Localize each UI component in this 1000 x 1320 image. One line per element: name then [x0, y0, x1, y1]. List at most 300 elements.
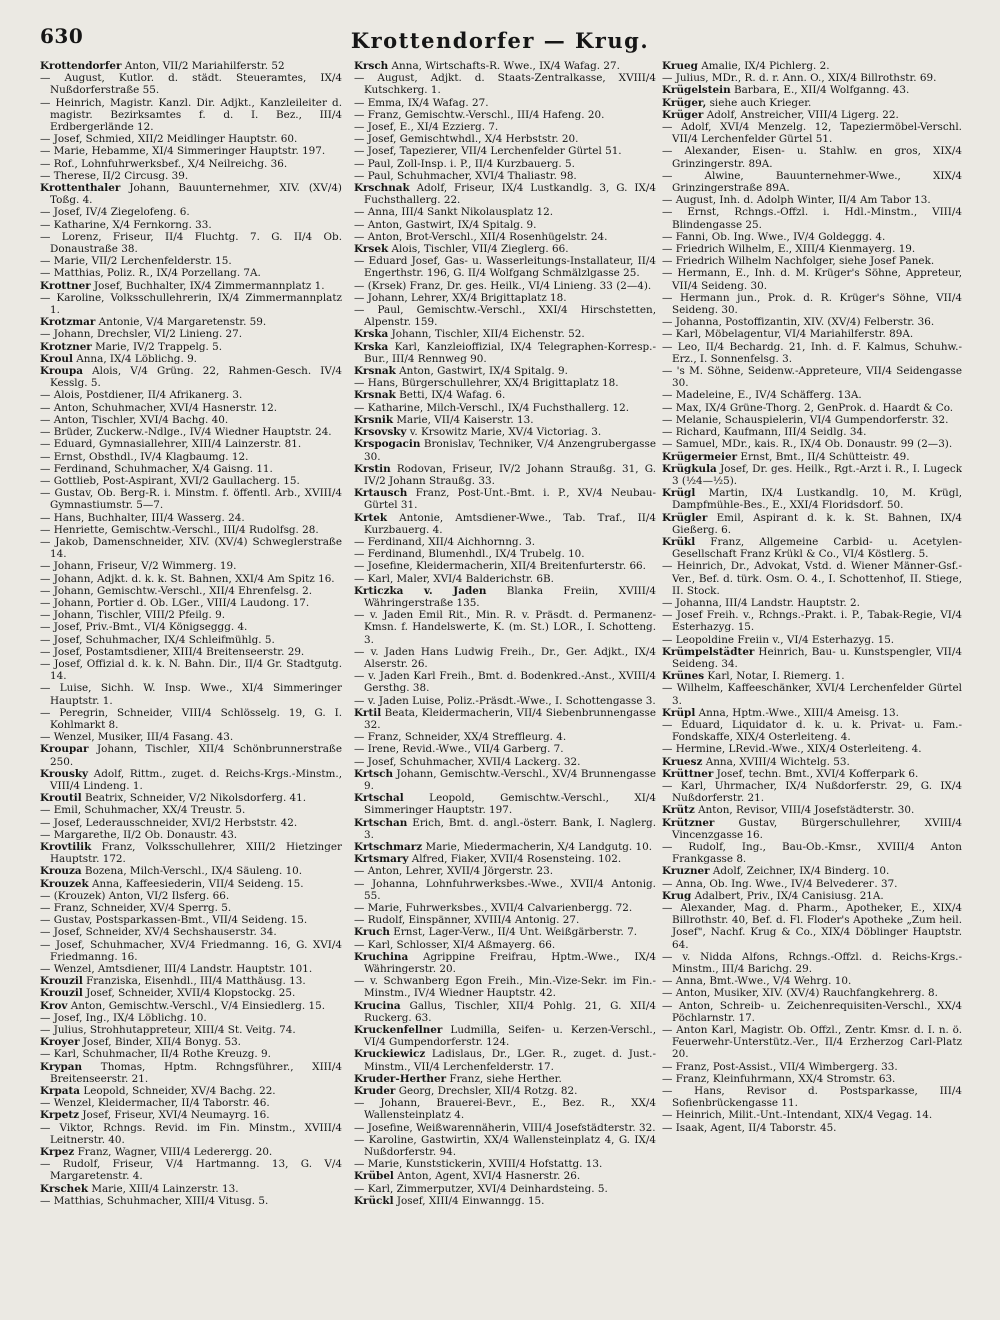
directory-entry: [354, 487, 656, 511]
entry-text: — Eduard Josef, Gas- u. Wasserleitungs-Installateur, II/4 Engerthstr. 196, G. II/4 Wolfgang Schmälzlgasse 25.: [354, 255, 656, 280]
directory-entry: [40, 426, 342, 438]
directory-entry: [354, 1097, 656, 1121]
entry-text: — Luise, Sichh. W. Insp. Wwe., XI/4 Simmeringer Hauptstr. 1.: [40, 682, 342, 707]
entry-text: — Hans, Bürgerschullehrer, XX/4 Brigittaplatz 18.: [354, 377, 619, 390]
entry-text: — Karoline, Gastwirtin, XX/4 Wallensteinplatz 4, G. IX/4 Nußdorferstr. 94.: [354, 1133, 656, 1159]
entry-text: — Ernst, Rchngs.-Offzl. i. Hdl.-Minstm., VIII/4 Blindengasse 25.: [662, 206, 962, 231]
entry-text: — v. Schwanberg Egon Freih., Min.-Vize-Sekr. im Fin.-Minstm., IV/4 Wiedner Hauptstr. 42.: [354, 975, 656, 1000]
entry-text: — Johann, Brauerei-Bevr., E., Bez. R., XX/4 Wallensteinplatz 4.: [354, 1097, 656, 1122]
entry-text: — Wenzel, Kleidermacher, II/4 Taborstr. 46.: [40, 1097, 270, 1110]
entry-surname: Kruzner: [662, 865, 710, 878]
entry-text: Franz, siehe Herther.: [446, 1072, 562, 1085]
entry-text: — Max, IX/4 Grüne-Thorg. 2, GenProk. d. Haardt & Co.: [662, 401, 954, 414]
entry-text: — Matthias, Schuhmacher, XIII/4 Vitusg. 5.: [40, 1194, 269, 1207]
entry-surname: Krügl: [662, 487, 696, 500]
entry-surname: Kruch: [354, 926, 390, 939]
entry-text: Marie, Miedermacherin, X/4 Landgutg. 10.: [422, 841, 653, 853]
entry-text: — Viktor, Rchngs. Revid. im Fin. Minstm., XVIII/4 Leitnerstr. 40.: [40, 1121, 342, 1146]
entry-surname: Kruckenfellner: [354, 1024, 443, 1037]
directory-entry: [40, 975, 342, 987]
entry-surname: Krstin: [354, 462, 391, 475]
directory-entry: [354, 292, 656, 304]
directory-entry: [354, 243, 656, 255]
entry-text: — Anton, Tischler, XVI/4 Bachg. 40.: [40, 413, 229, 426]
entry-text: Marie, VII/4 Kaiserstr. 13.: [393, 413, 534, 426]
entry-text: Gallus, Tischler, XII/4 Pohlg. 21, G. XII/4 Ruckerg. 63.: [364, 999, 656, 1024]
entry-text: Franz, Post-Unt.-Bmt. i. P., XV/4 Neubau-Gürtel 31.: [364, 487, 656, 512]
directory-entry: [662, 597, 962, 609]
entry-surname: Krouzil: [40, 987, 83, 1000]
directory-entry: [662, 170, 962, 194]
entry-surname: Krügelstein: [662, 84, 731, 97]
entry-text: — Johann, Gemischtw.-Verschl., XII/4 Ehrenfelsg. 2.: [40, 584, 313, 597]
directory-entry: [354, 817, 656, 841]
entry-text: Marie, XIII/4 Lainzerstr. 13.: [88, 1182, 239, 1195]
column-left: [40, 60, 342, 1290]
entry-text: Anton, Revisor, VIII/4 Josefstädterstr. 30.: [694, 804, 915, 817]
entry-surname: Krovtilik: [40, 841, 92, 853]
entry-text: — Karoline, Volksschullehrerin, IX/4 Zimmermannplatz 1.: [40, 291, 342, 317]
entry-surname: Kroyer: [40, 1036, 80, 1049]
directory-entry: [662, 402, 962, 414]
directory-entry: [40, 524, 342, 536]
entry-surname: Krsnik: [354, 413, 394, 426]
directory-entry: [354, 402, 656, 414]
directory-entry: [40, 451, 342, 463]
entry-text: — (Krouzek) Anton, VI/2 Ilsferg. 66.: [40, 889, 230, 902]
directory-entry: [662, 255, 962, 267]
directory-entry: [662, 646, 962, 670]
directory-entry: [40, 402, 342, 414]
entry-text: — Gustav, Ob. Berg-R. i. Minstm. f. öffentl. Arb., XVIII/4 Gymnastiumstr. 5—7.: [40, 487, 342, 512]
entry-text: Anton, Agent, XVI/4 Hasnerstr. 26.: [393, 1170, 581, 1183]
entry-text: — Paul, Zoll-Insp. i. P., II/4 Kurzbauerg. 5.: [354, 157, 575, 170]
entry-text: — Leo, II/4 Bechardg. 21, Inh. d. F. Kalmus, Schuhw.-Erz., I. Sonnenfelsg. 3.: [662, 340, 962, 365]
directory-entry: [40, 1024, 342, 1036]
entry-text: — Karl, Schuhmacher, II/4 Rothe Kreuzg. 9.: [40, 1048, 271, 1061]
directory-entry: [354, 426, 656, 438]
entry-surname: Krottendorfer: [40, 60, 122, 72]
page-header: Krottendorfer — Krug.: [350, 28, 650, 53]
directory-entry: [40, 560, 342, 572]
entry-surname: Krouza: [40, 865, 82, 878]
entry-text: — Anna, III/4 Sankt Nikolausplatz 12.: [354, 206, 554, 219]
directory-entry: [662, 451, 962, 463]
entry-surname: Krützner: [662, 816, 715, 829]
directory-entry: [40, 1085, 342, 1097]
directory-entry: [354, 341, 656, 365]
entry-surname: Krüpl: [662, 706, 696, 719]
entry-text: Josef, techn. Bmt., XVI/4 Kofferpark 6.: [713, 767, 919, 780]
entry-text: — Josefine, Kleidermacherin, XII/4 Breitenfurterstr. 66.: [354, 560, 646, 573]
directory-entry: [354, 463, 656, 487]
entry-text: — Karl, Schlosser, XI/4 Aßmayerg. 66.: [354, 938, 556, 951]
entry-text: — v. Jaden Hans Ludwig Freih., Dr., Ger. Adjkt., IX/4 Alserstr. 26.: [354, 645, 656, 670]
entry-text: — Josef, Schmied, XII/2 Meidlinger Hauptstr. 60.: [40, 133, 298, 146]
entry-text: — Irene, Revid.-Wwe., VII/4 Garberg. 7.: [354, 743, 564, 756]
entry-text: — Madeleine, E., IV/4 Schäfferg. 13A.: [662, 389, 862, 402]
directory-entry: [662, 634, 962, 646]
directory-entry: [662, 267, 962, 291]
entry-text: Georg, Drechsler, XII/4 Rotzg. 82.: [395, 1085, 578, 1098]
entry-text: Alfred, Fiaker, XVII/4 Rosensteing. 102.: [408, 853, 622, 866]
directory-entry: [40, 512, 342, 524]
directory-entry: [662, 292, 962, 316]
directory-entry: [662, 487, 962, 511]
entry-text: — Josef, Postamtsdiener, XIII/4 Breitenseerstr. 29.: [40, 645, 305, 658]
directory-entry: [40, 1048, 342, 1060]
directory-entry: [354, 133, 656, 145]
directory-entry: [40, 585, 342, 597]
directory-entry: [354, 560, 656, 572]
entry-surname: Krütz: [662, 804, 695, 817]
directory-entry: [40, 133, 342, 145]
directory-entry: [662, 194, 962, 206]
entry-text: — Richard, Kaufmann, III/4 Seidlg. 34.: [662, 426, 867, 439]
entry-surname: Krüttner: [662, 767, 714, 780]
directory-entry: [354, 60, 656, 72]
directory-entry: [354, 121, 656, 133]
entry-text: Antonie, Amtsdiener-Wwe., Tab. Traf., II/4 Kurzbauerg. 4.: [364, 511, 656, 536]
directory-entry: [662, 72, 962, 84]
entry-text: — Anna, Ob. Ing. Wwe., IV/4 Belvederег. 37.: [662, 877, 898, 890]
entry-text: — (Krsek) Franz, Dr. ges. Heilk., VI/4 Linieng. 33 (2—4).: [354, 279, 652, 292]
entry-text: Marie, IV/2 Trappelg. 5.: [91, 340, 223, 353]
directory-entry: [662, 743, 962, 755]
directory-entry: [40, 60, 342, 72]
directory-entry: [354, 97, 656, 109]
directory-entry: [40, 438, 342, 450]
directory-entry: [354, 1170, 656, 1182]
entry-surname: Kruckiewicz: [354, 1048, 426, 1061]
entry-surname: Krügermeier: [662, 450, 738, 463]
entry-text: — Karl, Uhrmacher, IX/4 Nußdorferstr. 29, G. IX/4 Nußdorferstr. 21.: [662, 779, 962, 805]
directory-entry: [354, 670, 656, 694]
directory-entry: [662, 426, 962, 438]
entry-text: — Katharine, X/4 Fernkorng. 33.: [40, 218, 212, 231]
entry-text: — Anton, Gastwirt, IX/4 Spitalg. 9.: [354, 218, 537, 231]
directory-entry: [662, 670, 962, 682]
directory-entry: [354, 255, 656, 279]
entry-text: Martin, IX/4 Lustkandlg. 10, M. Krügl, Dampfmühle-Bes., E., XXI/4 Floridsdorf. 50.: [672, 487, 962, 512]
entry-text: — Eduard, Liquidator d. k. u. k. Privat- u. Fam.-Fondskaffe, XIX/4 Osterleiteng. 4.: [662, 718, 962, 744]
directory-entry: [662, 865, 962, 877]
entry-text: — Karl, Zimmerputzer, XVI/4 Deinhardsteing. 5.: [354, 1182, 608, 1195]
entry-text: — Hans, Revisor d. Postsparkasse, III/4 Sofienbrückengasse 11.: [662, 1085, 962, 1110]
directory-entry: [662, 768, 962, 780]
entry-text: Barbara, E., XII/4 Wolfganng. 43.: [730, 84, 910, 97]
directory-entry: [40, 792, 342, 804]
entry-text: — Ferdinand, XII/4 Aichhornng. 3.: [354, 535, 536, 548]
entry-text: — 's M. Söhne, Seidenw.-Appreteure, VII/4 Seidengasse 30.: [662, 365, 962, 390]
entry-text: Emil, Aspirant d. k. k. St. Bahnen, IX/4 Gießerg. 6.: [672, 511, 962, 536]
entry-surname: Krümpelstädter: [662, 645, 755, 658]
directory-entry: [662, 975, 962, 987]
directory-entry: [662, 682, 962, 706]
column-right: [662, 60, 962, 1290]
entry-surname: Krübel: [354, 1170, 394, 1183]
entry-text: — Margarethe, II/2 Ob. Donaustr. 43.: [40, 828, 238, 841]
directory-entry: [354, 975, 656, 999]
directory-entry: [40, 768, 342, 792]
entry-text: — Karl, Maler, XVI/4 Balderichstr. 6B.: [354, 572, 554, 585]
entry-text: — Josef, Lederausschneider, XVI/2 Herbststr. 42.: [40, 816, 298, 829]
entry-text: — Anton, Lehrer, XVII/4 Jörgerstr. 23.: [354, 865, 554, 878]
entry-text: — Josef, Tapezierer, VII/4 Lerchenfelder Gürtel 51.: [354, 145, 622, 158]
entry-text: Josef, Buchhalter, IX/4 Zimmermannplatz 1.: [90, 279, 325, 292]
directory-entry: [662, 463, 962, 487]
entry-text: Karl, Kanzleioffizial, IX/4 Telegraphen-Korresp.-Bur., III/4 Rennweg 90.: [364, 340, 656, 365]
entry-text: — Julius, MDr., R. d. r. Ann. O., XIX/4 Billrothstr. 69.: [662, 72, 937, 85]
entry-text: — Josef, Gemischtwhdl., X/4 Herbststr. 20.: [354, 133, 579, 146]
directory-entry: [354, 109, 656, 121]
entry-text: — Josef, Offizial d. k. k. N. Bahn. Dir., II/4 Gr. Stadtgutg. 14.: [40, 657, 342, 683]
directory-entry: [662, 328, 962, 340]
entry-surname: Krottner: [40, 279, 91, 292]
entry-text: Anna, XVIII/4 Wichtelg. 53.: [702, 755, 850, 768]
entry-text: Beata, Kleidermacherin, VII/4 Siebenbrunnengasse 32.: [364, 706, 656, 731]
directory-entry: [354, 1195, 656, 1207]
directory-entry: [40, 1122, 342, 1146]
entry-text: Alois, V/4 Grüng. 22, Rahmen-Gesch. IV/4 Kesslg. 5.: [50, 365, 342, 390]
directory-entry: [662, 890, 962, 902]
entry-surname: Krucina: [354, 999, 401, 1012]
entry-surname: Krügler: [662, 511, 708, 524]
entry-surname: Krsnak: [354, 365, 396, 378]
directory-entry: [40, 341, 342, 353]
directory-entry: [354, 182, 656, 206]
directory-entry: [662, 878, 962, 890]
entry-text: Adolf, Friseur, IX/4 Lustkandlg. 3, G. IX/4 Fuchsthallerg. 22.: [364, 182, 656, 207]
directory-entry: [662, 804, 962, 816]
entry-text: Adolf, Zeichner, IX/4 Binderg. 10.: [709, 865, 890, 878]
directory-entry: [40, 573, 342, 585]
entry-surname: Krska: [354, 328, 389, 341]
entry-text: Bronislav, Techniker, V/4 Anzengrubergasse 30.: [364, 438, 656, 463]
entry-text: — v. Nidda Alfons, Rchngs.-Offzl. d. Reichs-Krgs.-Minstm., III/4 Barichg. 29.: [662, 950, 962, 976]
directory-entry: [354, 280, 656, 292]
directory-entry: [354, 878, 656, 902]
directory-entry: [354, 548, 656, 560]
directory-entry: [354, 743, 656, 755]
directory-entry: [662, 1122, 962, 1134]
directory-entry: [354, 1134, 656, 1158]
entry-text: Johann, Tischler, XII/4 Eichenstr. 52.: [388, 328, 585, 341]
entry-text: — Matthias, Poliz. R., IX/4 Porzellang. 7A.: [40, 267, 261, 280]
entry-surname: Krtek: [354, 511, 388, 524]
entry-text: — Friedrich Wilhelm Nachfolger, siehe Josef Panek.: [662, 255, 935, 268]
directory-entry: [40, 255, 342, 267]
directory-entry: [40, 1012, 342, 1024]
directory-entry: [40, 414, 342, 426]
directory-entry: [40, 158, 342, 170]
entry-text: — Anton, Musiker, XIV. (XV/4) Rauchfangkehrerg. 8.: [662, 987, 938, 1000]
directory-entry: [662, 1073, 962, 1085]
entry-text: — Ferdinand, Schuhmacher, X/4 Gaisng. 11.: [40, 462, 273, 475]
entry-surname: Krov: [40, 999, 68, 1012]
directory-entry: [40, 658, 342, 682]
directory-entry: [354, 438, 656, 462]
directory-entry: [662, 60, 962, 72]
directory-entry: [40, 182, 342, 206]
directory-entry: [662, 609, 962, 633]
entry-text: — Emma, IX/4 Wafag. 27.: [354, 96, 489, 109]
directory-entry: [40, 634, 342, 646]
entry-text: — Therese, II/2 Circusg. 39.: [40, 169, 189, 182]
entry-surname: Krüger,: [662, 96, 707, 109]
entry-text: — Friedrich Wilhelm, E., XIII/4 Kienmayerg. 19.: [662, 243, 916, 256]
entry-text: — Ernst, Obsthdl., IV/4 Klagbaumg. 12.: [40, 450, 249, 463]
entry-text: — Isaak, Agent, II/4 Taborstr. 45.: [662, 1121, 837, 1134]
directory-entry: [662, 780, 962, 804]
directory-entry: [662, 817, 962, 841]
entry-text: — Hermann, E., Inh. d. M. Krüger's Söhne, Appreteur, VII/4 Seideng. 30.: [662, 267, 962, 292]
entry-text: — Emil, Schuhmacher, XX/4 Treustr. 5.: [40, 804, 246, 817]
entry-text: — Josef, Schuhmacher, IX/4 Schleifmühlg. 5.: [40, 633, 275, 646]
entry-text: — Marie, VII/2 Lerchenfelderstr. 15.: [40, 255, 232, 268]
entry-text: Anna, Kaffeesiederin, VII/4 Seideng. 15.: [88, 877, 304, 890]
directory-entry: [40, 1109, 342, 1121]
entry-text: — Franz, Schneider, XV/4 Sperrg. 5.: [40, 902, 232, 915]
directory-entry: [354, 1122, 656, 1134]
entry-surname: Krtschal: [354, 792, 404, 805]
directory-entry: [40, 987, 342, 999]
entry-text: Anna, Hptm.-Wwe., XIII/4 Ameisg. 13.: [695, 706, 899, 719]
directory-entry: [662, 438, 962, 450]
entry-text: — Josef, Schuhmacher, XV/4 Friedmanng. 16, G. XVI/4 Friedmanng. 16.: [40, 938, 342, 963]
entry-text: Ernst, Lager-Verw., II/4 Unt. Weißgärberstr. 7.: [389, 926, 637, 939]
entry-surname: Krtschan: [354, 816, 408, 829]
directory-entry: [354, 1073, 656, 1085]
entry-text: — v. Jaden Karl Freih., Bmt. d. Bodenkred.-Anst., XVIII/4 Gersthg. 38.: [354, 670, 656, 695]
entry-text: Erich, Bmt. d. angl.-österr. Bank, I. Naglerg. 3.: [364, 816, 656, 841]
directory-entry: [40, 328, 342, 340]
entry-text: — Johann, Adjkt. d. k. k. St. Bahnen, XXI/4 Am Spitz 16.: [40, 572, 335, 585]
directory-entry: [662, 121, 962, 145]
directory-entry: [40, 1061, 342, 1085]
directory-entry: [40, 682, 342, 706]
directory-entry: [662, 841, 962, 865]
entry-surname: Krtsch: [354, 767, 394, 780]
entry-surname: Krottenthaler: [40, 182, 121, 195]
entry-text: — Katharine, Milch-Verschl., IX/4 Fuchsthallerg. 12.: [354, 401, 630, 414]
directory-entry: [40, 646, 342, 658]
entry-text: — Josef Freih. v., Rchngs.-Prakt. i. P., Tabak-Regie, VI/4 Esterhazyg. 15.: [662, 609, 962, 634]
entry-text: Alois, Tischler, VII/4 Zieglerg. 66.: [388, 243, 569, 256]
directory-entry: [354, 1024, 656, 1048]
entry-text: — Anna, Bmt.-Wwe., V/4 Wehrg. 10.: [662, 975, 852, 988]
entry-text: Leopold, Gemischtw.-Verschl., XI/4 Simmeringer Hauptstr. 197.: [364, 792, 656, 817]
directory-entry: [40, 926, 342, 938]
entry-surname: Krpez: [40, 1146, 75, 1159]
entry-text: — August, Kutlor. d. städt. Steueramtes, IX/4 Nußdorferstraße 55.: [40, 72, 342, 97]
entry-text: — Melanie, Schauspielerin, VI/4 Gumpendorferstr. 32.: [662, 413, 949, 426]
directory-entry: [40, 890, 342, 902]
entry-surname: Krueg: [662, 60, 698, 72]
entry-text: Beatrix, Schneider, V/2 Nikolsdorferg. 41.: [81, 792, 307, 805]
entry-text: — Franz, Schneider, XX/4 Streffleurg. 4.: [354, 731, 567, 744]
directory-entry: [354, 731, 656, 743]
entry-text: — Samuel, MDr., kais. R., IX/4 Ob. Donaustr. 99 (2—3).: [662, 438, 953, 451]
directory-entry: [40, 1158, 342, 1182]
entry-surname: Krtsmary: [354, 853, 409, 866]
entry-text: — Rudolf, Ing., Bau-Ob.-Kmsr., XVIII/4 Anton Frankgasse 8.: [662, 841, 962, 866]
entry-text: Adolf, Rittm., zuget. d. Reichs-Krgs.-Minstm., VIII/4 Lindeng. 1.: [50, 767, 342, 792]
directory-entry: [40, 170, 342, 182]
entry-text: — Johann, Tischler, VIII/2 Pfeilg. 9.: [40, 609, 226, 622]
entry-surname: Krspogacin: [354, 438, 421, 451]
directory-entry: [40, 914, 342, 926]
entry-text: — Rof., Lohnfuhrwerksbef., X/4 Neilreichg. 36.: [40, 157, 288, 170]
directory-entry: [354, 1000, 656, 1024]
directory-entry: [354, 231, 656, 243]
directory-entry: [40, 804, 342, 816]
entry-text: — Johann, Portier d. Ob. LGer., VIII/4 Laudong. 17.: [40, 596, 310, 609]
entry-surname: Krünes: [662, 670, 705, 683]
entry-surname: Krügkula: [662, 462, 717, 475]
entry-surname: Kroupar: [40, 743, 89, 756]
directory-entry: [354, 1048, 656, 1072]
entry-text: — Alexander, Mag. d. Pharm., Apotheker, E., XIX/4 Billrothstr. 40, Bef. d. Fl. Floder's Apotheke „Zum heil. Josef", Nachf. Krug & Co., XIX/4 Döblinger Hauptstr. 64.: [662, 902, 962, 951]
directory-entry: [40, 1000, 342, 1012]
directory-entry: [354, 145, 656, 157]
entry-text: — Johann, Drechsler, VI/2 Linieng. 27.: [40, 328, 243, 341]
directory-entry: [354, 792, 656, 816]
directory-entry: [40, 878, 342, 890]
directory-entry: [40, 1097, 342, 1109]
directory-entry: [354, 206, 656, 218]
entry-text: — Josef, Schuhmacher, XVII/4 Lackerg. 32.: [354, 755, 581, 768]
directory-entry: [40, 597, 342, 609]
entry-text: Franz, Wagner, VIII/4 Lederergg. 20.: [74, 1146, 273, 1159]
directory-entry: [40, 231, 342, 255]
directory-entry: [354, 72, 656, 96]
entry-text: — Josef, Priv.-Bmt., VI/4 Königseggg. 4.: [40, 621, 248, 634]
entry-surname: Krticzka v. Jaden: [354, 584, 487, 597]
directory-entry: [662, 97, 962, 109]
entry-text: Karl, Notar, I. Riemerg. 1.: [704, 670, 845, 683]
directory-entry: [354, 512, 656, 536]
directory-entry: [354, 646, 656, 670]
directory-entry: [662, 902, 962, 951]
directory-entry: [662, 1000, 962, 1024]
entry-text: — v. Jaden Luise, Poliz.-Präsdt.-Wwe., I. Schottengasse 3.: [354, 694, 656, 707]
directory-entry: [40, 487, 342, 511]
directory-entry: [40, 841, 342, 865]
entry-text: — Paul, Schuhmacher, XVI/4 Thaliastr. 98.: [354, 169, 577, 182]
directory-entry: [354, 707, 656, 731]
entry-surname: Krtschmarz: [354, 841, 423, 853]
directory-entry: [662, 316, 962, 328]
entry-surname: Kroupa: [40, 365, 83, 378]
directory-entry: [662, 206, 962, 230]
entry-text: — Franz, Post-Assist., VII/4 Wimbergerg. 33.: [662, 1060, 898, 1073]
directory-entry: [40, 267, 342, 279]
directory-entry: [354, 1158, 656, 1170]
entry-text: — Gottlieb, Post-Aspirant, XVI/2 Gaullacherg. 15.: [40, 474, 300, 487]
directory-entry: [40, 536, 342, 560]
entry-text: Gustav, Bürgerschullehrer, XVIII/4 Vincenzgasse 16.: [672, 816, 962, 841]
entry-text: Rodovan, Friseur, IV/2 Johann Straußg. 31, G. IV/2 Johann Straußg. 33.: [364, 462, 656, 487]
directory-entry: [40, 609, 342, 621]
entry-text: Blanka Freiin, XVIII/4 Währingerstraße 135.: [364, 584, 656, 609]
entry-text: — Gustav, Postsparkassen-Bmt., VII/4 Seideng. 15.: [40, 914, 308, 927]
directory-entry: [40, 1183, 342, 1195]
directory-entry: [354, 926, 656, 938]
entry-text: — Jakob, Damenschneider, XIV. (XV/4) Schweglerstraße 14.: [40, 535, 342, 561]
entry-text: — Heinrich, Dr., Advokat, Vstd. d. Wiener Männer-Gsf.-Ver., Bef. d. türk. Osm. O. 4., I. Schottenhof, II. Stiege, II. Stock.: [662, 560, 962, 597]
directory-entry: [354, 573, 656, 585]
